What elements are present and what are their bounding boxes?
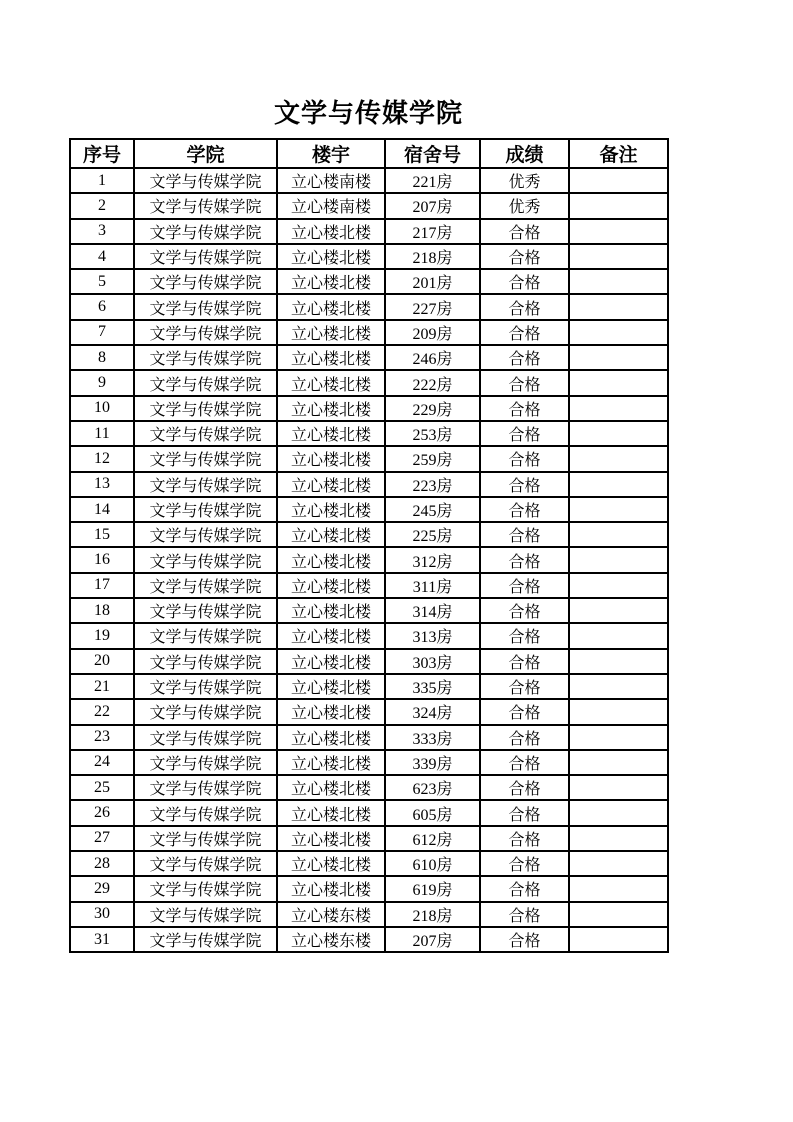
cell-college: 文学与传媒学院 [134, 826, 277, 851]
cell-remark [569, 269, 668, 294]
cell-college: 文学与传媒学院 [134, 573, 277, 598]
cell-index: 29 [70, 876, 134, 901]
cell-index: 13 [70, 472, 134, 497]
cell-remark [569, 623, 668, 648]
cell-index: 9 [70, 370, 134, 395]
cell-college: 文学与传媒学院 [134, 522, 277, 547]
cell-remark [569, 826, 668, 851]
cell-index: 21 [70, 674, 134, 699]
cell-college: 文学与传媒学院 [134, 699, 277, 724]
cell-grade: 合格 [480, 775, 569, 800]
cell-remark [569, 573, 668, 598]
cell-remark [569, 370, 668, 395]
cell-index: 22 [70, 699, 134, 724]
col-header-grade: 成绩 [480, 139, 569, 168]
cell-college: 文学与传媒学院 [134, 320, 277, 345]
table-row [70, 446, 668, 471]
cell-remark [569, 598, 668, 623]
cell-remark [569, 497, 668, 522]
cell-index: 5 [70, 269, 134, 294]
table-row [70, 294, 668, 319]
table-row [70, 396, 668, 421]
table-body [70, 168, 668, 952]
cell-college: 文学与传媒学院 [134, 244, 277, 269]
col-header-college: 学院 [134, 139, 277, 168]
cell-room: 201房 [385, 269, 480, 294]
cell-grade: 合格 [480, 902, 569, 927]
cell-room: 227房 [385, 294, 480, 319]
cell-room: 303房 [385, 649, 480, 674]
cell-grade: 合格 [480, 547, 569, 572]
cell-index: 26 [70, 800, 134, 825]
cell-grade: 合格 [480, 800, 569, 825]
cell-college: 文学与传媒学院 [134, 345, 277, 370]
cell-index: 4 [70, 244, 134, 269]
cell-grade: 合格 [480, 725, 569, 750]
cell-room: 209房 [385, 320, 480, 345]
cell-college: 文学与传媒学院 [134, 547, 277, 572]
cell-grade: 合格 [480, 269, 569, 294]
cell-grade: 优秀 [480, 193, 569, 218]
table-row [70, 421, 668, 446]
cell-building: 立心楼北楼 [277, 876, 385, 901]
cell-grade: 合格 [480, 674, 569, 699]
col-header-index: 序号 [70, 139, 134, 168]
table-row [70, 598, 668, 623]
cell-remark [569, 421, 668, 446]
cell-building: 立心楼北楼 [277, 446, 385, 471]
cell-room: 339房 [385, 750, 480, 775]
cell-remark [569, 446, 668, 471]
cell-building: 立心楼北楼 [277, 598, 385, 623]
cell-index: 20 [70, 649, 134, 674]
table-row [70, 927, 668, 952]
cell-building: 立心楼北楼 [277, 623, 385, 648]
cell-room: 335房 [385, 674, 480, 699]
table-row [70, 193, 668, 218]
cell-room: 333房 [385, 725, 480, 750]
table-row [70, 219, 668, 244]
cell-building: 立心楼东楼 [277, 902, 385, 927]
cell-room: 218房 [385, 244, 480, 269]
cell-index: 25 [70, 775, 134, 800]
table-row [70, 623, 668, 648]
cell-remark [569, 345, 668, 370]
cell-index: 11 [70, 421, 134, 446]
table-row [70, 370, 668, 395]
cell-remark [569, 244, 668, 269]
cell-room: 314房 [385, 598, 480, 623]
cell-remark [569, 547, 668, 572]
cell-room: 312房 [385, 547, 480, 572]
cell-building: 立心楼北楼 [277, 750, 385, 775]
cell-college: 文学与传媒学院 [134, 902, 277, 927]
cell-index: 15 [70, 522, 134, 547]
cell-room: 610房 [385, 851, 480, 876]
cell-room: 245房 [385, 497, 480, 522]
cell-building: 立心楼北楼 [277, 649, 385, 674]
cell-index: 27 [70, 826, 134, 851]
cell-room: 324房 [385, 699, 480, 724]
cell-remark [569, 851, 668, 876]
cell-room: 222房 [385, 370, 480, 395]
cell-room: 225房 [385, 522, 480, 547]
cell-grade: 合格 [480, 826, 569, 851]
cell-remark [569, 927, 668, 952]
table-row [70, 244, 668, 269]
table-row [70, 269, 668, 294]
cell-room: 311房 [385, 573, 480, 598]
cell-building: 立心楼北楼 [277, 674, 385, 699]
cell-college: 文学与传媒学院 [134, 750, 277, 775]
cell-index: 30 [70, 902, 134, 927]
table-row [70, 345, 668, 370]
cell-building: 立心楼北楼 [277, 320, 385, 345]
table-row [70, 800, 668, 825]
cell-grade: 合格 [480, 699, 569, 724]
table-row [70, 674, 668, 699]
cell-index: 24 [70, 750, 134, 775]
cell-building: 立心楼北楼 [277, 396, 385, 421]
table-row [70, 168, 668, 193]
col-header-room: 宿舍号 [385, 139, 480, 168]
cell-remark [569, 902, 668, 927]
cell-grade: 合格 [480, 649, 569, 674]
table-row [70, 573, 668, 598]
cell-college: 文学与传媒学院 [134, 775, 277, 800]
cell-building: 立心楼北楼 [277, 547, 385, 572]
cell-grade: 合格 [480, 497, 569, 522]
cell-room: 259房 [385, 446, 480, 471]
cell-grade: 合格 [480, 370, 569, 395]
dorm-score-table [69, 138, 669, 953]
table-row [70, 522, 668, 547]
cell-building: 立心楼北楼 [277, 497, 385, 522]
cell-building: 立心楼北楼 [277, 345, 385, 370]
cell-grade: 合格 [480, 522, 569, 547]
cell-remark [569, 725, 668, 750]
cell-college: 文学与传媒学院 [134, 396, 277, 421]
cell-college: 文学与传媒学院 [134, 168, 277, 193]
cell-building: 立心楼北楼 [277, 775, 385, 800]
cell-grade: 优秀 [480, 168, 569, 193]
cell-grade: 合格 [480, 573, 569, 598]
cell-index: 17 [70, 573, 134, 598]
cell-room: 207房 [385, 193, 480, 218]
cell-building: 立心楼北楼 [277, 573, 385, 598]
table-row [70, 851, 668, 876]
cell-index: 2 [70, 193, 134, 218]
cell-index: 10 [70, 396, 134, 421]
table-row [70, 775, 668, 800]
cell-grade: 合格 [480, 750, 569, 775]
table-row [70, 902, 668, 927]
cell-building: 立心楼北楼 [277, 294, 385, 319]
cell-remark [569, 472, 668, 497]
table-row [70, 725, 668, 750]
cell-building: 立心楼北楼 [277, 472, 385, 497]
col-header-building: 楼宇 [277, 139, 385, 168]
cell-grade: 合格 [480, 294, 569, 319]
cell-remark [569, 219, 668, 244]
cell-grade: 合格 [480, 876, 569, 901]
cell-room: 619房 [385, 876, 480, 901]
cell-grade: 合格 [480, 472, 569, 497]
cell-building: 立心楼南楼 [277, 168, 385, 193]
cell-college: 文学与传媒学院 [134, 927, 277, 952]
cell-college: 文学与传媒学院 [134, 370, 277, 395]
cell-remark [569, 168, 668, 193]
cell-remark [569, 193, 668, 218]
cell-building: 立心楼北楼 [277, 522, 385, 547]
cell-building: 立心楼东楼 [277, 927, 385, 952]
cell-college: 文学与传媒学院 [134, 446, 277, 471]
table-row [70, 750, 668, 775]
cell-college: 文学与传媒学院 [134, 674, 277, 699]
cell-room: 223房 [385, 472, 480, 497]
cell-grade: 合格 [480, 851, 569, 876]
cell-remark [569, 674, 668, 699]
cell-room: 246房 [385, 345, 480, 370]
cell-building: 立心楼北楼 [277, 699, 385, 724]
table-row [70, 472, 668, 497]
cell-room: 253房 [385, 421, 480, 446]
table-row [70, 699, 668, 724]
cell-grade: 合格 [480, 219, 569, 244]
cell-college: 文学与传媒学院 [134, 421, 277, 446]
cell-college: 文学与传媒学院 [134, 800, 277, 825]
cell-building: 立心楼北楼 [277, 826, 385, 851]
cell-building: 立心楼北楼 [277, 219, 385, 244]
cell-room: 313房 [385, 623, 480, 648]
cell-room: 207房 [385, 927, 480, 952]
cell-index: 23 [70, 725, 134, 750]
cell-grade: 合格 [480, 446, 569, 471]
cell-college: 文学与传媒学院 [134, 193, 277, 218]
cell-grade: 合格 [480, 623, 569, 648]
cell-room: 229房 [385, 396, 480, 421]
cell-grade: 合格 [480, 345, 569, 370]
cell-building: 立心楼南楼 [277, 193, 385, 218]
cell-building: 立心楼北楼 [277, 725, 385, 750]
page-title: 文学与传媒学院 [273, 99, 463, 128]
cell-college: 文学与传媒学院 [134, 219, 277, 244]
cell-remark [569, 750, 668, 775]
cell-room: 605房 [385, 800, 480, 825]
cell-room: 623房 [385, 775, 480, 800]
cell-college: 文学与传媒学院 [134, 269, 277, 294]
cell-index: 7 [70, 320, 134, 345]
cell-college: 文学与传媒学院 [134, 472, 277, 497]
header-row [70, 139, 668, 168]
cell-index: 12 [70, 446, 134, 471]
cell-remark [569, 876, 668, 901]
cell-index: 14 [70, 497, 134, 522]
cell-remark [569, 775, 668, 800]
cell-remark [569, 294, 668, 319]
cell-room: 612房 [385, 826, 480, 851]
cell-remark [569, 522, 668, 547]
cell-index: 31 [70, 927, 134, 952]
cell-remark [569, 396, 668, 421]
cell-remark [569, 649, 668, 674]
cell-college: 文学与传媒学院 [134, 725, 277, 750]
cell-college: 文学与传媒学院 [134, 851, 277, 876]
cell-grade: 合格 [480, 927, 569, 952]
table-row [70, 876, 668, 901]
cell-grade: 合格 [480, 396, 569, 421]
cell-building: 立心楼北楼 [277, 851, 385, 876]
cell-index: 19 [70, 623, 134, 648]
cell-college: 文学与传媒学院 [134, 876, 277, 901]
cell-building: 立心楼北楼 [277, 370, 385, 395]
table-row [70, 826, 668, 851]
cell-college: 文学与传媒学院 [134, 294, 277, 319]
cell-grade: 合格 [480, 421, 569, 446]
cell-grade: 合格 [480, 244, 569, 269]
cell-room: 218房 [385, 902, 480, 927]
cell-remark [569, 320, 668, 345]
cell-college: 文学与传媒学院 [134, 623, 277, 648]
cell-index: 3 [70, 219, 134, 244]
cell-building: 立心楼北楼 [277, 269, 385, 294]
cell-grade: 合格 [480, 598, 569, 623]
cell-room: 221房 [385, 168, 480, 193]
table-row [70, 649, 668, 674]
cell-index: 6 [70, 294, 134, 319]
col-header-remark: 备注 [569, 139, 668, 168]
cell-remark [569, 800, 668, 825]
cell-college: 文学与传媒学院 [134, 598, 277, 623]
table-row [70, 320, 668, 345]
cell-index: 28 [70, 851, 134, 876]
cell-index: 18 [70, 598, 134, 623]
cell-index: 1 [70, 168, 134, 193]
cell-building: 立心楼北楼 [277, 421, 385, 446]
cell-grade: 合格 [480, 320, 569, 345]
cell-index: 16 [70, 547, 134, 572]
cell-remark [569, 699, 668, 724]
cell-college: 文学与传媒学院 [134, 497, 277, 522]
table-row [70, 497, 668, 522]
cell-building: 立心楼北楼 [277, 800, 385, 825]
cell-building: 立心楼北楼 [277, 244, 385, 269]
table-row [70, 547, 668, 572]
cell-index: 8 [70, 345, 134, 370]
cell-room: 217房 [385, 219, 480, 244]
cell-college: 文学与传媒学院 [134, 649, 277, 674]
